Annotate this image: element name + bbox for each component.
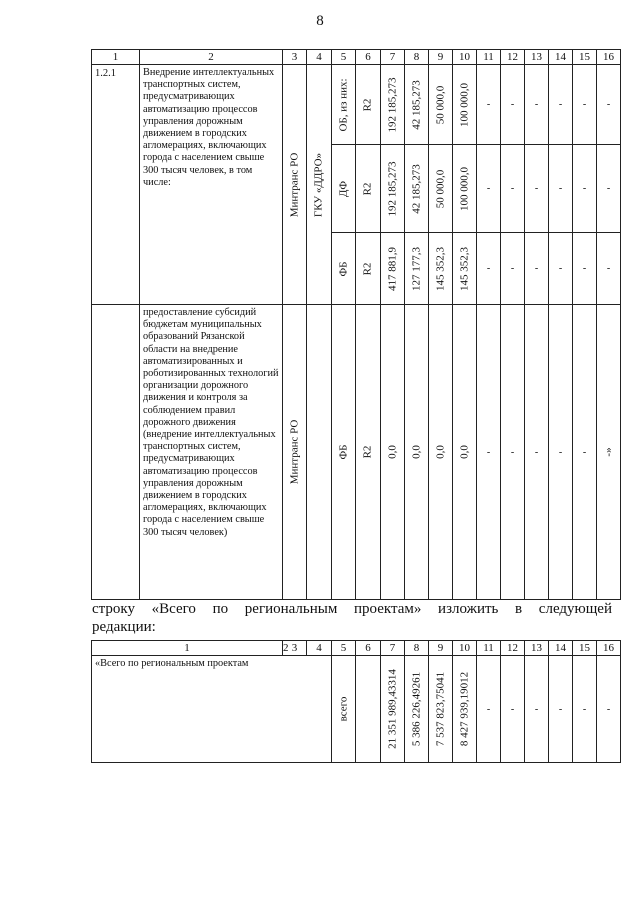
source-cell: ФБ — [332, 305, 356, 600]
empty-cell: - — [549, 145, 573, 233]
empty-cell: - — [501, 233, 525, 305]
table-row — [92, 305, 621, 600]
empty-cell: - — [597, 656, 621, 763]
col-header: 14 — [549, 50, 573, 65]
code-cell: R2 — [356, 65, 381, 145]
row-description: предоставление субсидий бюджетам муниципальных образований Рязанской области на внедрение автоматизированных и роботизированных технологий организации дорожного движения и контроля за соблюдением правил дорожного движения (внедрение интеллектуальных транспортных систем, предусматривающих автоматизацию процессов управления дорожным движением в городских агломерациях, включающих города с населением свыше 300 тысяч человек) — [140, 305, 283, 600]
empty-cell: - — [525, 65, 549, 145]
col-header: 6 — [356, 641, 381, 656]
col-header: 3 — [283, 641, 307, 656]
agency-text: ГКУ «ДДРО» — [312, 152, 325, 217]
paragraph-line-2: редакции: — [92, 619, 156, 635]
value-cell: 192 185,273 — [381, 65, 405, 145]
value-cell: 0,0 — [429, 305, 453, 600]
code-cell: R2 — [356, 305, 381, 600]
empty-cell: - — [525, 656, 549, 763]
col-header: 2 — [140, 50, 283, 65]
value-cell: 21 351 989,43314 — [381, 656, 405, 763]
total-row — [92, 656, 621, 763]
empty-cell: - — [549, 65, 573, 145]
value-cell: 0,0 — [453, 305, 477, 600]
empty-cell: - — [525, 233, 549, 305]
col-header: 1 — [92, 50, 140, 65]
empty-cell: - — [597, 233, 621, 305]
header-row — [92, 50, 621, 65]
table-row — [92, 65, 621, 145]
total-table — [91, 640, 621, 763]
value-cell: 50 000,0 — [429, 145, 453, 233]
empty-cell: - — [573, 233, 597, 305]
col-header: 8 — [405, 641, 429, 656]
col-header: 9 — [429, 641, 453, 656]
header-row: 1 2 3 4 5 6 7 8 9 10 11 12 13 14 15 16 — [92, 641, 621, 656]
agency-cell — [307, 65, 332, 305]
paragraph-line-1: строку «Всего по региональным проектам» изложить в следующей — [92, 601, 612, 617]
col-header: 12 — [501, 50, 525, 65]
value-cell: 145 352,3 — [429, 233, 453, 305]
value-cell: 127 177,3 — [405, 233, 429, 305]
col-header: 10 — [453, 641, 477, 656]
empty-cell: - — [573, 305, 597, 600]
col-header: 14 — [549, 641, 573, 656]
value-cell: 42 185,273 — [405, 65, 429, 145]
value-cell: 100 000,0 — [453, 145, 477, 233]
col-header: 13 — [525, 50, 549, 65]
col-header: 9 — [429, 50, 453, 65]
col-header: 15 — [573, 50, 597, 65]
col-header: 4 — [307, 50, 332, 65]
value-cell: 5 386 226,49261 — [405, 656, 429, 763]
empty-cell: - — [597, 145, 621, 233]
empty-cell: - — [477, 233, 501, 305]
col-header: 5 — [332, 50, 356, 65]
empty-cell — [92, 305, 140, 600]
empty-cell: - — [549, 305, 573, 600]
closing-quote-cell: -» — [597, 305, 621, 600]
col-header: 7 — [381, 50, 405, 65]
col-header: 12 — [501, 641, 525, 656]
empty-cell: - — [525, 145, 549, 233]
empty-cell: - — [477, 305, 501, 600]
empty-cell: - — [477, 145, 501, 233]
empty-cell: - — [573, 65, 597, 145]
col-header: 8 — [405, 50, 429, 65]
row-number: 1.2.1 — [92, 65, 140, 305]
empty-cell: - — [525, 305, 549, 600]
value-cell: 50 000,0 — [429, 65, 453, 145]
empty-cell: - — [573, 656, 597, 763]
value-cell: 417 881,9 — [381, 233, 405, 305]
main-table — [91, 49, 621, 600]
col-header: 10 — [453, 50, 477, 65]
instruction-paragraph — [92, 600, 612, 618]
col-header: 7 — [381, 641, 405, 656]
empty-cell: - — [501, 656, 525, 763]
empty-cell: - — [501, 145, 525, 233]
col-header: 6 — [356, 50, 381, 65]
value-cell: 7 537 823,75041 — [429, 656, 453, 763]
code-cell: R2 — [356, 233, 381, 305]
page-number: 8 — [316, 13, 324, 29]
row-description: Внедрение интеллектуальных транспортных систем, предусматривающих автоматизацию процессов управления дорожным движением в городских агломерациях, включающих города с населением свыше 300 тысяч человек, в том числе: — [140, 65, 283, 305]
empty-cell: - — [501, 305, 525, 600]
empty-cell — [307, 305, 332, 600]
value-cell: 8 427 939,19012 — [453, 656, 477, 763]
col-header: 16 — [597, 641, 621, 656]
value-cell: 0,0 — [405, 305, 429, 600]
executor-text: Минтранс РО — [288, 152, 300, 217]
executor-cell — [283, 65, 307, 305]
source-cell: ДФ — [332, 145, 356, 233]
code-cell: R2 — [356, 145, 381, 233]
col-header: 1 — [92, 641, 283, 656]
empty-cell: - — [501, 65, 525, 145]
empty-cell — [356, 656, 381, 763]
total-label: «Всего по региональным проектам — [92, 656, 332, 763]
source-cell: ОБ, из них: — [332, 65, 356, 145]
col-header: 11 — [477, 641, 501, 656]
col-header: 13 — [525, 641, 549, 656]
col-header: 3 — [283, 50, 307, 65]
value-cell: 0,0 — [381, 305, 405, 600]
value-cell: 42 185,273 — [405, 145, 429, 233]
empty-cell: - — [597, 65, 621, 145]
value-cell: 192 185,273 — [381, 145, 405, 233]
source-cell: всего — [332, 656, 356, 763]
empty-cell: - — [477, 65, 501, 145]
empty-cell: - — [477, 656, 501, 763]
col-header: 5 — [332, 641, 356, 656]
col-header: 15 — [573, 641, 597, 656]
value-cell: 145 352,3 — [453, 233, 477, 305]
source-cell: ФБ — [332, 233, 356, 305]
col-header: 16 — [597, 50, 621, 65]
empty-cell: - — [549, 656, 573, 763]
empty-cell: - — [573, 145, 597, 233]
empty-cell: - — [549, 233, 573, 305]
col-header: 4 — [307, 641, 332, 656]
col-header: 11 — [477, 50, 501, 65]
value-cell: 100 000,0 — [453, 65, 477, 145]
executor-cell: Минтранс РО — [283, 305, 307, 600]
